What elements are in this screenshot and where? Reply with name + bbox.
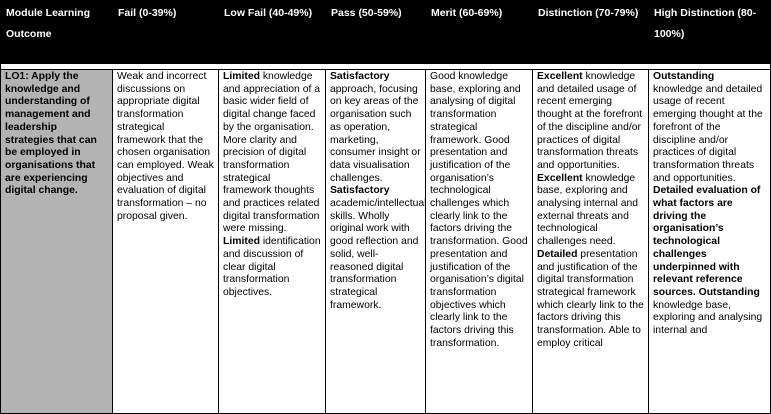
criteria-text: approach, focusing on key areas of the organisation such as operation, marketing, consumer insight or data visualisation challenges.	[330, 71, 424, 184]
emphasis-text: Excellent	[537, 172, 583, 184]
criteria-text: identification and discussion of clear digital transformation objectives.	[223, 236, 324, 298]
criteria-text: Good knowledge base, exploring and analysing of digital transformation strategical framework. Good presentation and justification of the organisation’s technological challenges which clearly link to the factors driving the transformation. Good presentation and justification of the organisation’s digital transformation objectives which clearly link to the factors driving this transformation.	[430, 71, 531, 349]
criteria-text: presentation and justification of the digital transformation strategical framework which clearly link to the factors driving this transformation. Able to employ critical	[537, 248, 647, 349]
criteria-text: knowledge and appreciation of a basic wider field of digital change faced by the organisation. More clarity and precision of digital transformation strategical framework thoughts and practices related digital transformation were missing.	[223, 71, 323, 235]
merit-cell	[426, 70, 533, 414]
header-merit: Merit (60-69%)	[426, 1, 533, 64]
emphasis-text: Limited	[223, 236, 260, 248]
low-fail-cell	[219, 70, 326, 414]
pass-cell	[326, 70, 430, 414]
emphasis-text: Satisfactory	[330, 71, 390, 82]
criteria-text: knowledge base, exploring and analysing internal and	[653, 286, 766, 337]
learning-outcome-cell: LO1: Apply the knowledge and understanding of management and leadership strategies that can be employed in organisations that are experiencing digital change.	[1, 70, 113, 414]
distinction-cell	[533, 70, 649, 414]
header-low-fail: Low Fail (40-49%)	[219, 1, 326, 64]
table-row	[1, 70, 771, 414]
emphasis-text: Detailed evaluation of what factors are driving the organisation’s technological challenges underpinned with relevant reference sources. Outstanding	[653, 185, 764, 298]
emphasis-text: Satisfactory	[330, 185, 390, 197]
high-distinction-cell	[649, 70, 771, 414]
header-distinction: Distinction (70-79%)	[533, 1, 649, 64]
header-row	[1, 1, 771, 64]
emphasis-text: Detailed	[537, 248, 578, 260]
header-high-distinction: High Distinction (80-100%)	[649, 1, 771, 64]
emphasis-text: Outstanding	[653, 71, 715, 82]
emphasis-text: Limited	[223, 71, 260, 82]
criteria-text: academic/intellectual skills. Wholly original work with good reflection and solid, well-reasoned digital transformation strategical framework.	[330, 185, 430, 311]
header-learning-outcome: Module Learning Outcome	[1, 1, 113, 64]
criteria-text: knowledge and detailed usage of recent emerging thought at the forefront of the discipline and/or practices of digital transformation threats and opportunities.	[653, 71, 766, 184]
fail-cell	[113, 70, 219, 414]
header-pass: Pass (50-59%)	[326, 1, 426, 64]
criteria-text: Weak and incorrect discussions on appropriate digital transformation strategical framework that the chosen organisation can employed. Weak objectives and evaluation of digital transformation – no proposal given.	[117, 71, 217, 222]
header-fail: Fail (0-39%)	[113, 1, 219, 64]
criteria-text: knowledge base, exploring and analysing internal and external threats and technological challenges need.	[537, 172, 641, 248]
emphasis-text: Excellent	[537, 71, 583, 82]
criteria-text: knowledge and detailed usage of recent emerging thought at the forefront of the discipline and/or practices of digital transformation threats and opportunities.	[537, 71, 646, 171]
